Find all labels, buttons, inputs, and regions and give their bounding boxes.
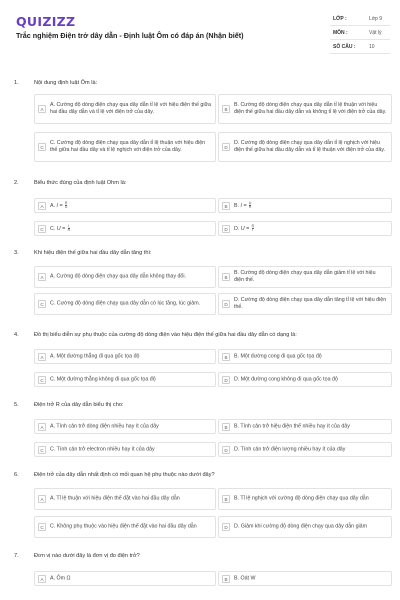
option-a[interactable] — [34, 349, 216, 364]
option-a[interactable] — [34, 419, 216, 434]
option-a[interactable] — [34, 94, 216, 124]
option-b[interactable] — [218, 266, 392, 288]
question-text: Điện trở R của dây dẫn biểu thị cho: — [34, 402, 124, 408]
option-d[interactable] — [218, 221, 392, 236]
fraction-numerator: R — [251, 223, 255, 228]
question-number: 5. — [14, 402, 19, 408]
question-6 — [14, 472, 392, 544]
fraction — [252, 224, 254, 232]
formula-lhs: U = — [240, 225, 250, 232]
option-text: B. Cường độ dòng điện chạy qua dây dẫn giảm tỉ lệ với hiệu điện thế. — [234, 270, 376, 283]
question-text: Khi hiệu điện thế giữa hai đầu dây dẫn tăng thì: — [34, 250, 152, 256]
option-a[interactable] — [34, 571, 216, 586]
question-7 — [14, 553, 392, 593]
option-letter: D — [222, 446, 230, 454]
question-text: Nội dung định luật Ôm là: — [34, 80, 98, 86]
question-5 — [14, 402, 392, 462]
option-prefix: B. — [234, 202, 240, 209]
option-text: C. Cường độ dòng điện chạy qua dây dẫn có lúc tăng, lúc giảm. — [50, 300, 201, 307]
worksheet-meta — [330, 12, 390, 54]
option-text: D. Giảm khi cường độ dòng điện chạy qua dây dẫn giảm — [234, 523, 368, 530]
meta-row-subject — [330, 26, 390, 40]
option-letter: C — [38, 523, 46, 531]
option-letter: A — [38, 105, 46, 113]
option-text: C. Không phụ thuộc vào hiệu điện thế đặt vào hai đầu dây dẫn — [50, 523, 197, 530]
option-a[interactable] — [34, 198, 216, 213]
question-text: Đồ thị biểu diễn sự phụ thuộc của cường độ dòng điện vào hiệu điện thế giữa hai đầu dây dẫn có dạng là: — [34, 332, 297, 338]
option-prefix: A. — [50, 202, 56, 209]
worksheet-title: Trắc nghiệm Điện trở dây dẫn - Định luật Ôm có đáp án (Nhận biết) — [16, 31, 244, 40]
option-text: B. Tỉ lệ nghịch với cường độ dòng điện chạy qua dây dẫn — [234, 495, 369, 502]
option-letter: A — [38, 495, 46, 503]
option-d[interactable] — [218, 293, 392, 315]
formula-lhs: U = — [56, 225, 66, 232]
option-letter: C — [38, 225, 46, 233]
option-c[interactable] — [34, 372, 216, 387]
option-text: A. Cường độ dòng điện chạy qua dây dẫn không thay đổi. — [50, 273, 187, 280]
option-text: C. Một đường thẳng không đi qua gốc tọa độ — [50, 376, 156, 382]
option-letter: B — [222, 353, 230, 361]
question-number: 4. — [14, 332, 19, 338]
option-text: A. Một đường thẳng đi qua gốc tọa độ — [50, 353, 140, 359]
option-c[interactable] — [34, 516, 216, 538]
fraction — [65, 201, 67, 209]
option-d[interactable] — [218, 132, 392, 162]
quizizz-logo: QUIZIZZ — [16, 14, 76, 29]
option-d[interactable] — [218, 442, 392, 457]
option-letter: B — [222, 495, 230, 503]
option-b[interactable] — [218, 488, 392, 510]
fraction-denominator: U — [65, 204, 68, 209]
fraction-denominator: R — [249, 204, 252, 209]
formula-option-a — [50, 201, 211, 209]
question-text: Điện trở của dây dẫn nhất định có mối quan hệ phụ thuộc nào dưới đây? — [34, 472, 215, 478]
meta-value: Vật lý — [369, 30, 382, 36]
option-b[interactable] — [218, 94, 392, 124]
option-letter: D — [222, 143, 230, 151]
option-b[interactable] — [218, 349, 392, 364]
question-number: 7. — [14, 553, 19, 559]
option-text: B. Tính cản trở hiệu điện thế nhiều hay ít của dây — [234, 423, 350, 429]
question-1 — [14, 80, 392, 170]
option-a[interactable] — [34, 488, 216, 510]
option-letter: D — [222, 300, 230, 308]
fraction-numerator: R — [65, 200, 68, 205]
question-number: 3. — [14, 250, 19, 256]
fraction-numerator: U — [249, 200, 252, 205]
option-d[interactable] — [218, 372, 392, 387]
option-text: C. Tính cản trở electron nhiều hay ít của dây — [50, 446, 155, 452]
meta-label: LỚP : — [333, 16, 347, 22]
question-text: Biểu thức đúng của định luật Ohm là: — [34, 180, 127, 186]
option-letter: A — [38, 202, 46, 210]
question-text: Đơn vị nào dưới đây là đơn vị đo điện trở? — [34, 553, 140, 559]
option-letter: C — [38, 300, 46, 308]
formula-option-d — [234, 224, 387, 232]
option-text: C. Cường độ dòng điện chạy qua dây dẫn tỉ lệ thuận với hiệu điện thế giữa hai đầu dây và tỉ lệ nghịch với điện trở của dây. — [50, 140, 206, 153]
fraction — [249, 201, 251, 209]
option-letter: A — [38, 273, 46, 281]
option-text: A. Ôm Ω — [50, 575, 71, 581]
option-prefix: C. — [50, 225, 56, 232]
option-b[interactable] — [218, 419, 392, 434]
option-letter: D — [222, 225, 230, 233]
meta-row-class — [330, 12, 390, 26]
option-b[interactable] — [218, 571, 392, 586]
meta-row-count — [330, 40, 390, 54]
option-a[interactable] — [34, 266, 216, 288]
option-text: B. Cường độ dòng điện chạy qua dây dẫn tỉ lệ thuận với hiệu điện thế giữa hai đầu dây dẫn và không tỉ lệ với điện trở của dây. — [234, 102, 387, 115]
option-text: D. Tính cản trở điện lượng nhiều hay ít của dây — [234, 446, 346, 452]
question-number: 6. — [14, 472, 19, 478]
worksheet-header — [0, 0, 400, 66]
option-letter: B — [222, 423, 230, 431]
option-letter: A — [38, 575, 46, 583]
option-c[interactable] — [34, 442, 216, 457]
question-4 — [14, 332, 392, 392]
question-number: 1. — [14, 80, 19, 86]
fraction — [68, 224, 70, 232]
option-c[interactable] — [34, 132, 216, 162]
option-letter: A — [38, 423, 46, 431]
option-text: D. Một đường cong không đi qua gốc tọa độ — [234, 376, 338, 382]
formula-lhs: I = — [240, 202, 247, 209]
formula-option-c — [50, 224, 211, 232]
question-3 — [14, 250, 392, 320]
fraction-denominator: R — [67, 227, 71, 232]
option-letter: B — [222, 273, 230, 281]
meta-label: SỐ CÂU : — [333, 44, 356, 50]
option-text: D. Cường độ dòng điện chạy qua dây dẫn tăng tỉ lệ với hiệu điện thế. — [234, 297, 387, 310]
formula-option-b — [234, 201, 387, 209]
option-letter: C — [38, 376, 46, 384]
meta-value: 10 — [369, 44, 375, 50]
meta-label: MÔN : — [333, 30, 348, 36]
option-text: D. Cường độ dòng điện chạy qua dây dẫn tỉ lệ nghịch với hiệu điện thế giữa hai đầu dây dẫn và tỉ lệ thuận với điện trở của dây. — [234, 140, 386, 153]
formula-lhs: I = — [56, 202, 63, 209]
option-c[interactable] — [34, 221, 216, 236]
option-letter: C — [38, 446, 46, 454]
option-text: A. Tỉ lệ thuận với hiệu điện thế đặt vào hai đầu dây dẫn — [50, 495, 180, 502]
option-text: B. Một đường cong đi qua gốc tọa độ — [234, 353, 322, 359]
option-text: A. Tính cản trở dòng điện nhiều hay ít của dây — [50, 423, 159, 429]
option-letter: B — [222, 202, 230, 210]
option-letter: C — [38, 143, 46, 151]
fraction-numerator: I — [68, 223, 70, 228]
option-letter: A — [38, 353, 46, 361]
fraction-denominator: I — [252, 227, 254, 232]
option-prefix: D. — [234, 225, 240, 232]
option-text: A. Cường độ dòng điện chạy qua dây dẫn tỉ lệ với hiệu điện thế giữa hai đầu dây dẫn và tỉ lệ với điện trở của dây. — [50, 102, 211, 115]
meta-value: Lớp 9 — [369, 16, 383, 22]
option-c[interactable] — [34, 293, 216, 315]
option-letter: B — [222, 575, 230, 583]
option-d[interactable] — [218, 516, 392, 538]
option-text: B. Oát W — [234, 575, 256, 581]
option-letter: D — [222, 376, 230, 384]
option-b[interactable] — [218, 198, 392, 213]
question-number: 2. — [14, 180, 19, 186]
question-2 — [14, 180, 392, 240]
option-letter: B — [222, 105, 230, 113]
option-letter: D — [222, 523, 230, 531]
